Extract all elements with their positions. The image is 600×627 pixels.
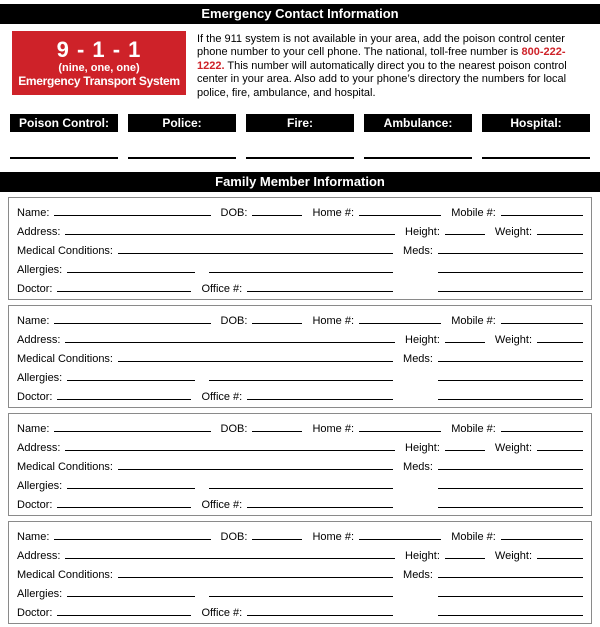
poison-control-field[interactable] <box>10 157 118 159</box>
medical-conditions-label: Medical Conditions: <box>17 461 113 474</box>
member-row-name <box>17 418 583 437</box>
allergies-field[interactable] <box>67 259 195 273</box>
height-label: Height: <box>405 442 440 455</box>
meds-field-2[interactable] <box>438 475 583 489</box>
mobile-phone-field[interactable] <box>501 310 583 324</box>
mobile-phone-label: Mobile #: <box>451 423 496 436</box>
meds-field-3[interactable] <box>438 602 583 616</box>
medical-conditions-label: Medical Conditions: <box>17 245 113 258</box>
hospital-field[interactable] <box>482 157 590 159</box>
member-row-medical <box>17 456 583 475</box>
doctor-field[interactable] <box>57 494 191 508</box>
height-field[interactable] <box>445 545 485 559</box>
name-field[interactable] <box>54 418 210 432</box>
dob-field[interactable] <box>252 526 302 540</box>
emergency-contacts-fields-row <box>10 157 590 159</box>
address-label: Address: <box>17 550 61 563</box>
home-phone-label: Home #: <box>312 207 355 220</box>
weight-label: Weight: <box>494 442 532 455</box>
911-subtitle: Emergency Transport System <box>18 74 180 88</box>
allergies-label: Allergies: <box>17 588 63 601</box>
mobile-phone-label: Mobile #: <box>451 531 496 544</box>
doctor-label: Doctor: <box>17 391 53 404</box>
medical-conditions-field[interactable] <box>118 240 393 254</box>
allergies-field-2[interactable] <box>209 259 393 273</box>
family-member-section <box>8 305 592 408</box>
address-field[interactable] <box>65 545 395 559</box>
office-phone-field[interactable] <box>247 386 393 400</box>
weight-field[interactable] <box>537 221 583 235</box>
office-phone-label: Office #: <box>201 607 243 620</box>
poison-control-instructions <box>197 33 590 100</box>
allergies-label: Allergies: <box>17 480 63 493</box>
member-row-name <box>17 202 583 221</box>
meds-label: Meds: <box>403 353 433 366</box>
meds-field[interactable] <box>438 240 583 254</box>
address-field[interactable] <box>65 437 395 451</box>
allergies-field[interactable] <box>67 367 195 381</box>
mobile-phone-label: Mobile #: <box>451 207 496 220</box>
name-field[interactable] <box>54 526 210 540</box>
height-field[interactable] <box>445 437 485 451</box>
name-label: Name: <box>17 207 50 220</box>
mobile-phone-label: Mobile #: <box>451 315 496 328</box>
member-row-allergies <box>17 367 583 386</box>
weight-label: Weight: <box>494 550 532 563</box>
mobile-phone-field[interactable] <box>501 202 583 216</box>
mobile-phone-field[interactable] <box>501 526 583 540</box>
allergies-label: Allergies: <box>17 264 63 277</box>
emergency-contact-header <box>0 4 600 24</box>
family-member-header <box>0 172 600 192</box>
office-phone-field[interactable] <box>247 602 393 616</box>
medical-conditions-label: Medical Conditions: <box>17 569 113 582</box>
home-phone-label: Home #: <box>312 423 355 436</box>
meds-field-2[interactable] <box>438 367 583 381</box>
member-row-address <box>17 329 583 348</box>
medical-conditions-field[interactable] <box>118 456 393 470</box>
height-label: Height: <box>405 334 440 347</box>
office-phone-label: Office #: <box>201 283 243 296</box>
member-row-name <box>17 526 583 545</box>
allergies-field-2[interactable] <box>209 583 393 597</box>
home-phone-field[interactable] <box>359 418 441 432</box>
meds-label: Meds: <box>403 569 433 582</box>
contact-label-hospital: Hospital: <box>482 114 590 132</box>
911-panel <box>12 31 186 95</box>
name-field[interactable] <box>54 310 210 324</box>
member-row-medical <box>17 564 583 583</box>
allergies-field-2[interactable] <box>209 475 393 489</box>
home-phone-field[interactable] <box>359 202 441 216</box>
police-field[interactable] <box>128 157 236 159</box>
dob-field[interactable] <box>252 202 302 216</box>
height-label: Height: <box>405 226 440 239</box>
doctor-label: Doctor: <box>17 283 53 296</box>
office-phone-label: Office #: <box>201 391 243 404</box>
address-label: Address: <box>17 334 61 347</box>
height-field[interactable] <box>445 221 485 235</box>
allergies-field[interactable] <box>67 475 195 489</box>
member-row-medical <box>17 240 583 259</box>
meds-label: Meds: <box>403 461 433 474</box>
911-number: 9 - 1 - 1 <box>56 37 142 62</box>
address-field[interactable] <box>65 221 395 235</box>
meds-field-3[interactable] <box>438 278 583 292</box>
emergency-contacts-labels-row <box>10 114 590 132</box>
ambulance-field[interactable] <box>364 157 472 159</box>
dob-label: DOB: <box>220 315 248 328</box>
doctor-field[interactable] <box>57 602 191 616</box>
instructions-text-before: If the 911 system is not available in your area, add the poison control center phone number to your cell phone. The national, toll-free number is <box>197 33 565 59</box>
contact-label-poison-control: Poison Control: <box>10 114 118 132</box>
meds-label: Meds: <box>403 245 433 258</box>
dob-label: DOB: <box>220 531 248 544</box>
weight-label: Weight: <box>494 226 532 239</box>
member-row-allergies <box>17 259 583 278</box>
weight-field[interactable] <box>537 437 583 451</box>
dob-field[interactable] <box>252 418 302 432</box>
contact-label-fire: Fire: <box>246 114 354 132</box>
doctor-field[interactable] <box>57 278 191 292</box>
medical-conditions-field[interactable] <box>118 348 393 362</box>
mobile-phone-field[interactable] <box>501 418 583 432</box>
home-phone-field[interactable] <box>359 310 441 324</box>
family-sections <box>0 197 600 624</box>
office-phone-field[interactable] <box>247 494 393 508</box>
doctor-label: Doctor: <box>17 499 53 512</box>
home-phone-label: Home #: <box>312 315 355 328</box>
name-label: Name: <box>17 531 50 544</box>
address-field[interactable] <box>65 329 395 343</box>
meds-field-3[interactable] <box>438 386 583 400</box>
member-row-medical <box>17 348 583 367</box>
home-phone-label: Home #: <box>312 531 355 544</box>
height-label: Height: <box>405 550 440 563</box>
family-member-section <box>8 413 592 516</box>
weight-field[interactable] <box>537 329 583 343</box>
member-row-doctor <box>17 386 583 405</box>
height-field[interactable] <box>445 329 485 343</box>
meds-field-3[interactable] <box>438 494 583 508</box>
family-member-section <box>8 197 592 300</box>
dob-label: DOB: <box>220 423 248 436</box>
medical-conditions-label: Medical Conditions: <box>17 353 113 366</box>
meds-field[interactable] <box>438 456 583 470</box>
member-row-doctor <box>17 602 583 621</box>
family-section-title: Family Member Information <box>215 174 385 190</box>
dob-label: DOB: <box>220 207 248 220</box>
contact-label-ambulance: Ambulance: <box>364 114 472 132</box>
name-label: Name: <box>17 423 50 436</box>
member-row-allergies <box>17 475 583 494</box>
member-row-address <box>17 221 583 240</box>
meds-field-2[interactable] <box>438 259 583 273</box>
meds-field[interactable] <box>438 564 583 578</box>
member-row-doctor <box>17 278 583 297</box>
fire-field[interactable] <box>246 157 354 159</box>
meds-field-2[interactable] <box>438 583 583 597</box>
doctor-field[interactable] <box>57 386 191 400</box>
intro-section <box>12 31 590 100</box>
contact-label-police: Police: <box>128 114 236 132</box>
medical-conditions-field[interactable] <box>118 564 393 578</box>
allergies-field[interactable] <box>67 583 195 597</box>
office-phone-field[interactable] <box>247 278 393 292</box>
address-label: Address: <box>17 226 61 239</box>
name-field[interactable] <box>54 202 210 216</box>
home-phone-field[interactable] <box>359 526 441 540</box>
dob-field[interactable] <box>252 310 302 324</box>
name-label: Name: <box>17 315 50 328</box>
page-title: Emergency Contact Information <box>201 6 399 21</box>
family-member-section <box>8 521 592 624</box>
weight-label: Weight: <box>494 334 532 347</box>
doctor-label: Doctor: <box>17 607 53 620</box>
allergies-label: Allergies: <box>17 372 63 385</box>
member-row-doctor <box>17 494 583 513</box>
instructions-text-after: This number will automatically direct you to the nearest poison control center in your area. Also add to your phone’s directory the numbers for local police, fire, ambulance, and hospital. <box>197 59 567 99</box>
address-label: Address: <box>17 442 61 455</box>
member-row-address <box>17 437 583 456</box>
member-row-name <box>17 310 583 329</box>
poison-control-phone-number: 800-222-1222. <box>197 46 566 72</box>
member-row-allergies <box>17 583 583 602</box>
meds-field[interactable] <box>438 348 583 362</box>
office-phone-label: Office #: <box>201 499 243 512</box>
weight-field[interactable] <box>537 545 583 559</box>
allergies-field-2[interactable] <box>209 367 393 381</box>
911-words: (nine, one, one) <box>58 62 140 74</box>
member-row-address <box>17 545 583 564</box>
